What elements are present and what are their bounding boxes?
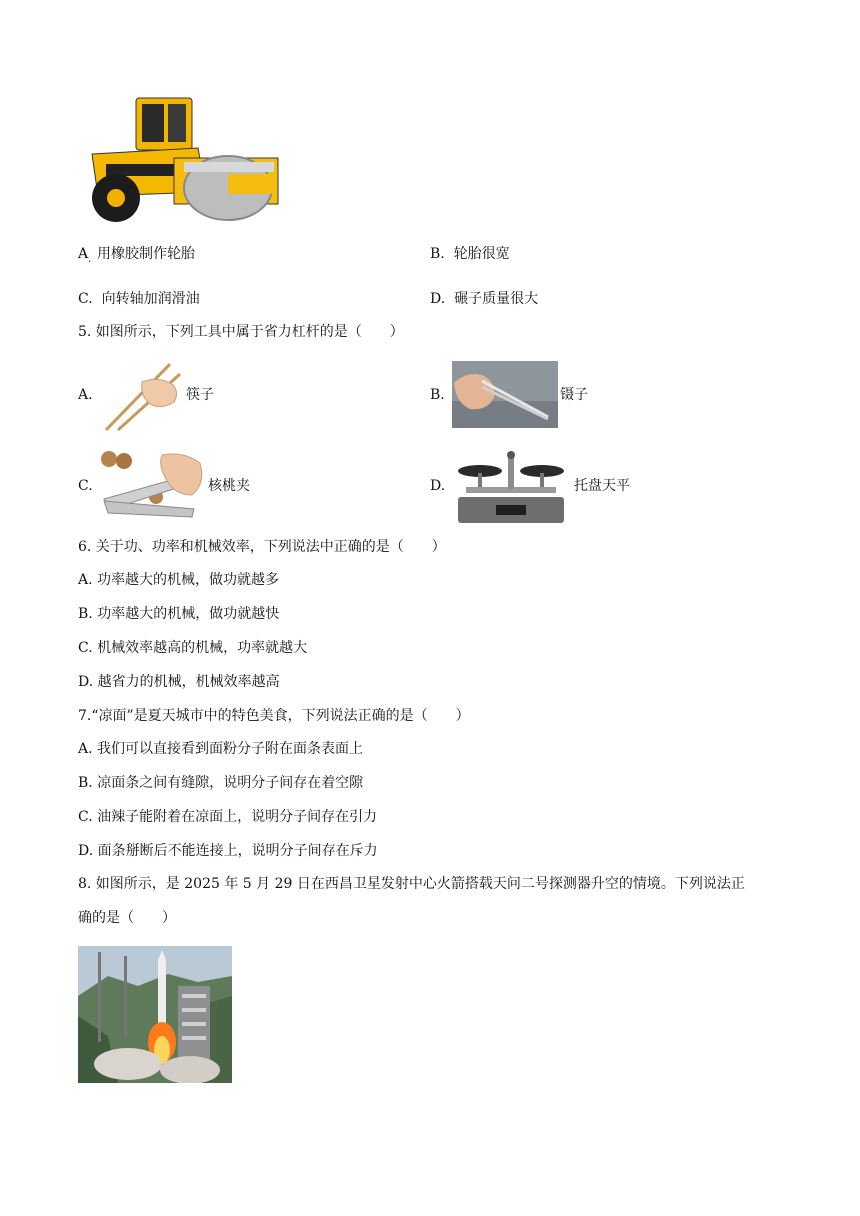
nutcracker-icon: [100, 449, 206, 520]
q6-stem: 6. 关于功、功率和机械效率，下列说法中正确的是（ ）: [78, 539, 446, 555]
q4-option-a: [78, 244, 195, 264]
q8-stem-line2: 确的是（ ）: [78, 910, 176, 926]
q7-option-d: D. 面条掰断后不能连接上，说明分子间存在斥力: [78, 843, 378, 859]
chopsticks-image: [100, 360, 184, 432]
rocket-launch-icon: [78, 946, 232, 1083]
option-letter: C.: [78, 291, 93, 307]
option-letter: A: [78, 246, 89, 262]
option-text: 用橡胶制作轮胎: [97, 246, 196, 262]
option-letter: B.: [430, 246, 445, 262]
balance-image: [452, 449, 570, 526]
q4-option-d: [430, 289, 538, 309]
q5-option-c-label: 核桃夹: [208, 478, 250, 494]
q5-stem: 5. 如图所示，下列工具中属于省力杠杆的是（ ）: [78, 324, 404, 340]
q5-option-d-letter: D.: [430, 478, 446, 494]
q5-option-d-label: 托盘天平: [574, 478, 630, 494]
option-letter: D.: [430, 291, 446, 307]
dot-mark: ·: [88, 257, 92, 268]
q6-option-a: A. 功率越大的机械，做功就越多: [78, 572, 280, 588]
q6-option-d: D. 越省力的机械，机械效率越高: [78, 674, 280, 690]
road-roller-image: [78, 92, 284, 230]
road-roller-icon: [78, 92, 284, 230]
q6-option-b: B. 功率越大的机械，做功就越快: [78, 606, 280, 622]
option-text: 轮胎很宽: [453, 246, 510, 262]
q4-option-b: [430, 244, 510, 264]
tweezers-icon: [452, 361, 558, 428]
tweezers-image: [452, 361, 558, 428]
balance-scale-icon: [452, 449, 570, 526]
q4-option-c: [78, 289, 200, 309]
q5-option-b-label: 镊子: [560, 387, 588, 403]
q5-option-a-letter: A.: [78, 387, 93, 403]
q7-option-a: A. 我们可以直接看到面粉分子附在面条表面上: [78, 741, 364, 757]
option-text: 向转轴加润滑油: [101, 291, 200, 307]
chopsticks-icon: [100, 360, 184, 432]
rocket-launch-image: [78, 946, 232, 1083]
q8-stem-line1: 8. 如图所示，是 2025 年 5 月 29 日在西昌卫星发射中心火箭搭载天问二号探测器升空的情境。下列说法正: [78, 876, 745, 892]
option-text: 碾子质量很大: [454, 291, 539, 307]
q7-stem: 7.“凉面”是夏天城市中的特色美食，下列说法正确的是（ ）: [78, 708, 470, 724]
q7-option-b: B. 凉面条之间有缝隙，说明分子间存在着空隙: [78, 775, 364, 791]
nutcracker-image: [100, 449, 206, 520]
q5-option-c-letter: C.: [78, 478, 93, 494]
q5-option-a-label: 筷子: [186, 387, 214, 403]
q5-option-b-letter: B.: [430, 387, 445, 403]
q6-option-c: C. 机械效率越高的机械，功率就越大: [78, 640, 308, 656]
q7-option-c: C. 油辣子能附着在凉面上，说明分子间存在引力: [78, 809, 378, 825]
